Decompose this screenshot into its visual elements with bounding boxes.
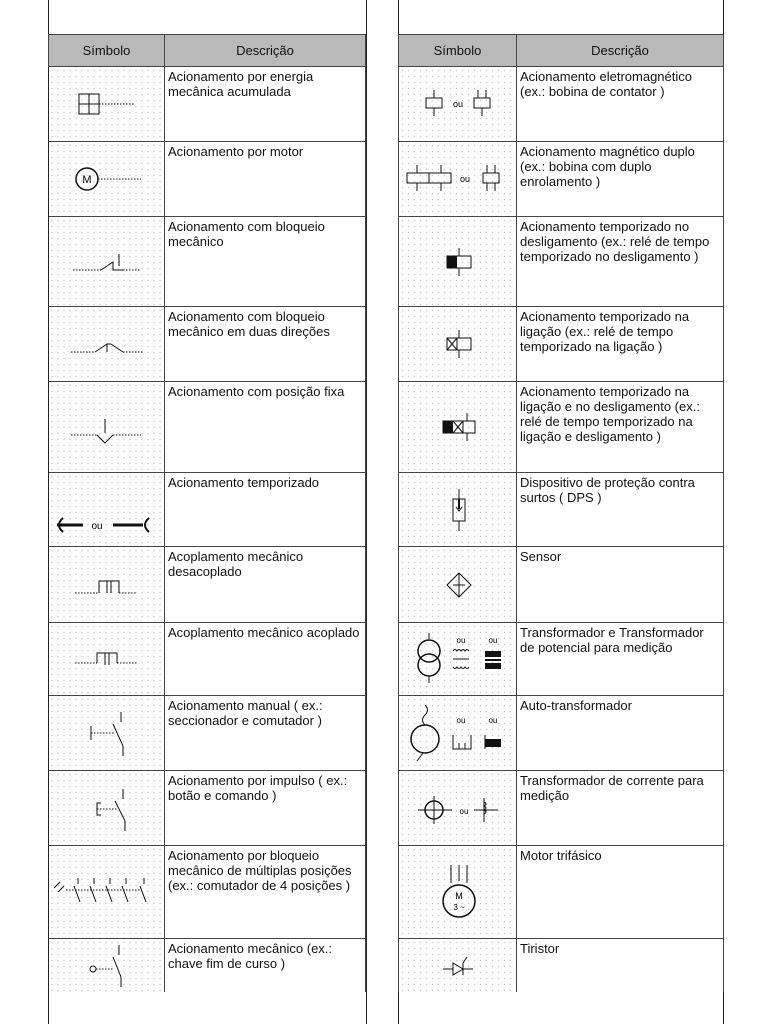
table-row	[399, 142, 724, 217]
table-row	[399, 939, 724, 992]
coupled-icon	[61, 639, 151, 679]
description-cell: Acionamento magnético duplo (ex.: bobina com duplo enrolamento )	[517, 142, 724, 217]
autotransformer-icon	[403, 701, 513, 765]
motor-actuation-icon	[61, 159, 151, 199]
description-cell: Acionamento por bloqueio mecânico de múltiplas posições (ex.: comutador de 4 posições )	[165, 846, 366, 939]
svg-text:M: M	[454, 891, 463, 901]
surge-protector-icon	[413, 487, 503, 533]
description-cell: Acionamento temporizado na ligação (ex.: relé de tempo temporizado na ligação )	[517, 307, 724, 382]
description-header: Descrição	[517, 35, 724, 67]
table-row	[49, 623, 366, 696]
mechanical-lock-icon	[61, 242, 151, 282]
multi-position-icon	[50, 864, 162, 920]
symbol-header: Símbolo	[49, 35, 165, 67]
table-row	[49, 217, 366, 307]
table-row	[399, 696, 724, 771]
description-cell: Tiristor	[517, 939, 724, 992]
contactor-coil-icon	[408, 84, 508, 124]
description-cell: Transformador e Transformador de potencial para medição	[517, 623, 724, 696]
description-cell: Acionamento com bloqueio mecânico	[165, 217, 366, 307]
table-header-row	[49, 35, 366, 67]
table-row	[399, 382, 724, 473]
center-border-line-a	[366, 0, 367, 1024]
table-row	[49, 771, 366, 846]
description-cell: Auto-transformador	[517, 696, 724, 771]
sensor-icon	[413, 565, 503, 605]
table-row	[49, 67, 366, 142]
uncoupled-icon	[61, 565, 151, 605]
description-cell: Acionamento com bloqueio mecânico em duas direções	[165, 307, 366, 382]
svg-text:ou: ou	[488, 716, 497, 725]
right-symbol-table	[398, 34, 724, 992]
push-button-icon	[61, 783, 151, 833]
two-way-lock-icon	[61, 324, 151, 364]
table-row	[399, 217, 724, 307]
timed-actuation-icon	[51, 510, 161, 540]
on-off-delay-coil-icon	[413, 407, 503, 447]
description-cell: Transformador de corrente para medição	[517, 771, 724, 846]
table-header-row	[399, 35, 724, 67]
current-transformer-icon	[408, 786, 508, 830]
transformer-icon	[403, 629, 513, 689]
description-cell: Acionamento com posição fixa	[165, 382, 366, 473]
description-cell: Acoplamento mecânico acoplado	[165, 623, 366, 696]
double-coil-icon	[403, 159, 513, 199]
table-row	[399, 547, 724, 623]
description-cell: Motor trifásico	[517, 846, 724, 939]
description-cell: Acionamento por energia mecânica acumulada	[165, 67, 366, 142]
svg-text:ou: ou	[452, 99, 463, 109]
description-cell: Acionamento eletromagnético (ex.: bobina de contator )	[517, 67, 724, 142]
table-row	[49, 473, 366, 547]
description-cell: Acionamento temporizado no desligamento (ex.: relé de tempo temporizado no desligamento )	[517, 217, 724, 307]
description-cell: Acionamento manual ( ex.: seccionador e comutador )	[165, 696, 366, 771]
svg-text:ou: ou	[459, 807, 468, 816]
table-row	[49, 547, 366, 623]
svg-text:ou: ou	[459, 174, 470, 184]
svg-text:ou: ou	[488, 636, 497, 645]
table-row	[49, 696, 366, 771]
description-cell: Sensor	[517, 547, 724, 623]
table-row	[399, 846, 724, 939]
description-header: Descrição	[165, 35, 366, 67]
description-cell: Acionamento mecânico (ex.: chave fim de curso )	[165, 939, 366, 992]
thyristor-icon	[413, 945, 503, 985]
on-delay-coil-icon	[413, 324, 503, 364]
table-row	[49, 142, 366, 217]
mechanical-energy-icon	[61, 84, 151, 124]
symbol-header: Símbolo	[399, 35, 517, 67]
description-cell: Acionamento por impulso ( ex.: botão e comando )	[165, 771, 366, 846]
manual-switch-icon	[61, 708, 151, 758]
description-cell: Dispositivo de proteção contra surtos ( DPS )	[517, 473, 724, 547]
off-delay-coil-icon	[413, 242, 503, 282]
table-row	[49, 382, 366, 473]
table-row	[399, 307, 724, 382]
description-cell: Acionamento por motor	[165, 142, 366, 217]
left-symbol-table	[48, 34, 366, 992]
table-row	[399, 771, 724, 846]
table-row	[399, 67, 724, 142]
table-row	[49, 307, 366, 382]
table-row	[49, 846, 366, 939]
limit-switch-icon	[61, 941, 151, 989]
three-phase-motor-icon	[413, 857, 503, 927]
svg-text:3 ~: 3 ~	[452, 903, 465, 912]
table-row	[399, 473, 724, 547]
svg-text:M: M	[82, 174, 92, 186]
description-cell: Acionamento temporizado na ligação e no desligamento (ex.: relé de tempo temporizado na ligação e desligamento )	[517, 382, 724, 473]
description-cell: Acionamento temporizado	[165, 473, 366, 547]
description-cell: Acoplamento mecânico desacoplado	[165, 547, 366, 623]
svg-text:ou: ou	[456, 716, 465, 725]
table-row	[399, 623, 724, 696]
fixed-position-icon	[61, 405, 151, 449]
table-row	[49, 939, 366, 992]
svg-text:ou: ou	[456, 636, 465, 645]
svg-text:ou: ou	[91, 521, 103, 532]
